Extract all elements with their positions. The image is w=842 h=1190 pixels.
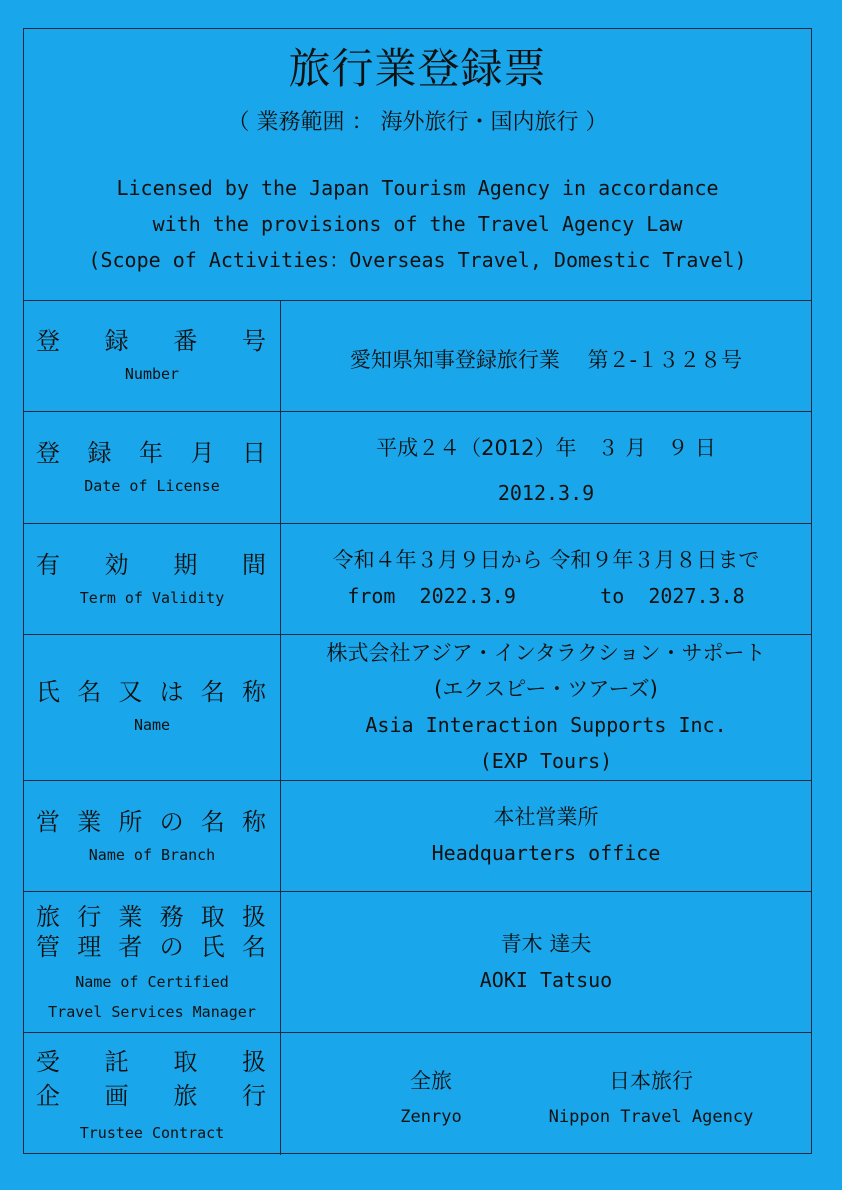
- label-jp-2: 管 理 者 の 氏 名: [36, 933, 266, 961]
- value-branch: [281, 781, 811, 891]
- validity-jp: 令和４年３月９日から 令和９年３月８日まで: [332, 548, 760, 572]
- label-en: Number: [124, 365, 180, 383]
- label-en: Name of Branch: [88, 846, 216, 864]
- label-jp-1: 旅 行 業 務 取 扱: [36, 903, 266, 931]
- value-number: [281, 300, 811, 411]
- row-validity: [24, 524, 811, 635]
- branch-jp: 本社営業所: [493, 805, 599, 829]
- validity-en: from 2022.3.9 to 2027.3.8: [347, 584, 745, 608]
- label-en-2: Travel Services Manager: [48, 1003, 256, 1021]
- company-name-jp: 株式会社アジア・インタラクション・サポート: [326, 641, 766, 665]
- label-en: Name: [133, 716, 171, 734]
- label-en: Date of License: [84, 477, 220, 495]
- value-manager: [281, 892, 811, 1032]
- scope-of-business: （ 業務範囲 ： 海外旅行・国内旅行 ）: [227, 110, 608, 135]
- row-trustee: [24, 1033, 811, 1155]
- label-jp-1: 受 託 取 扱: [36, 1048, 266, 1076]
- label-branch: [24, 781, 281, 891]
- registration-number: 愛知県知事登録旅行業 第２-１３２８号: [349, 348, 743, 372]
- row-date: [24, 412, 811, 524]
- brand-name-jp: (エクスピー・ツアーズ): [434, 677, 658, 701]
- label-en-1: Name of Certified: [75, 973, 229, 991]
- header: [24, 29, 811, 301]
- value-validity: [281, 524, 811, 634]
- value-name: [281, 635, 811, 780]
- date-en: 2012.3.9: [497, 481, 595, 505]
- row-branch: [24, 781, 811, 892]
- label-en: Term of Validity: [79, 589, 225, 607]
- label-manager: [24, 892, 281, 1032]
- row-number: [24, 300, 811, 412]
- label-trustee: [24, 1033, 281, 1155]
- brand-name-en: (EXP Tours): [479, 749, 613, 773]
- label-jp: 営 業 所 の 名 称: [36, 808, 266, 836]
- license-line-2: with the provisions of the Travel Agency Law: [152, 212, 683, 236]
- company-name-en: Asia Interaction Supports Inc.: [365, 713, 727, 737]
- label-jp: 有 効 期 間: [36, 551, 266, 579]
- agency-1-jp: 全旅: [410, 1069, 452, 1093]
- license-line-3: (Scope of Activities：Overseas Travel, Domestic Travel): [88, 248, 747, 272]
- row-manager: [24, 892, 811, 1033]
- date-jp: 平成２４（2012）年 ３ 月 ９ 日: [376, 436, 716, 460]
- registration-sheet: [23, 28, 812, 1154]
- label-jp: 登 録 年 月 日: [36, 439, 266, 467]
- label-name: [24, 635, 281, 780]
- manager-en: AOKI Tatsuo: [479, 968, 613, 992]
- label-number: [24, 300, 281, 411]
- label-jp: 氏 名 又 は 名 称: [36, 678, 266, 706]
- label-en: Trustee Contract: [79, 1124, 225, 1142]
- agency-2-en: Nippon Travel Agency: [548, 1107, 754, 1127]
- manager-jp: 青木 達夫: [500, 932, 592, 956]
- value-trustee: [281, 1033, 811, 1155]
- page-title: 旅行業登録票: [288, 44, 547, 93]
- label-validity: [24, 524, 281, 634]
- label-jp-2: 企 画 旅 行: [36, 1082, 266, 1110]
- value-date: [281, 412, 811, 523]
- row-name: [24, 635, 811, 781]
- label-jp: 登 録 番 号: [36, 327, 266, 355]
- agency-1-en: Zenryo: [400, 1107, 462, 1127]
- agency-2-jp: 日本旅行: [609, 1069, 693, 1093]
- branch-en: Headquarters office: [431, 841, 661, 865]
- label-date: [24, 412, 281, 523]
- license-line-1: Licensed by the Japan Tourism Agency in accordance: [116, 176, 719, 200]
